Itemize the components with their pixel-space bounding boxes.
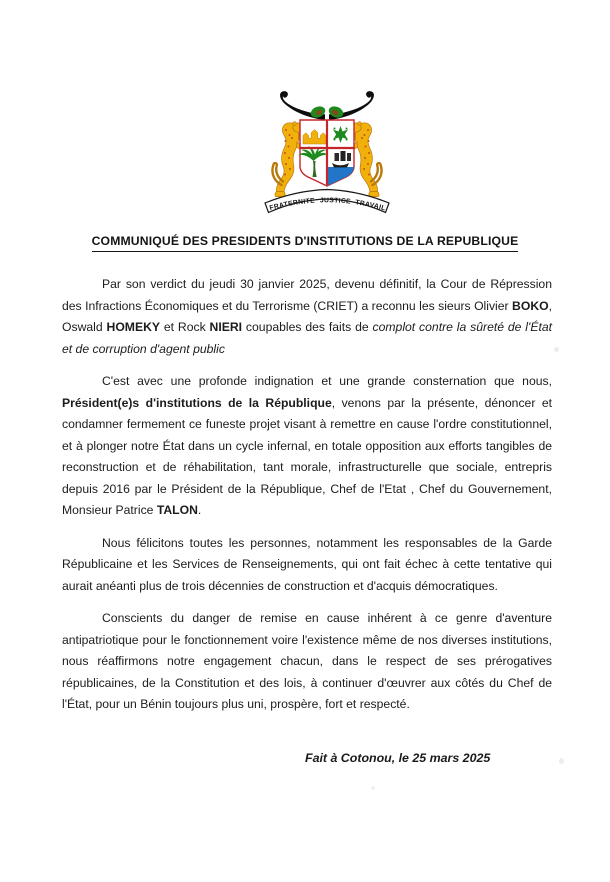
paragraph-congratulations: Nous félicitons toutes les personnes, notamment les responsables de la Garde Républicaine et les Services de Renseignements, qui ont fait échec à cette tentative qui aurait anéanti plus de trois décennies de construction et d'acquis démocratiques. [62, 535, 552, 593]
dateline: Fait à Cotonou, le 25 mars 2025 [305, 750, 491, 765]
scan-artifact [559, 758, 564, 764]
scan-artifact [554, 347, 559, 352]
benin-coat-of-arms-icon [256, 90, 398, 220]
scan-artifact [371, 786, 375, 790]
document-title: COMMUNIQUÉ DES PRESIDENTS D'INSTITUTIONS DE LA REPUBLIQUE [92, 234, 519, 252]
maize-icon [309, 104, 345, 119]
paragraph-condemnation: C'est avec une profonde indignation et une grande consternation que nous, Président(e)s d'institutions de la République, venons par la présente, dénoncer et condamner fermement ce funeste projet visant à remettre en cause l'ordre constitutionnel, et à plonger notre État dans un cycle infernal, en totale opposition aux efforts tangibles de reconstruction et de réhabilitation, tant morale, infrastructurelle que sociale, entrepris depuis 2016 par le Président de la République, Chef de l'Etat , Chef du Gouvernement, Monsieur Patrice TALON. [62, 374, 552, 517]
motto-text: FRATERNITE JUSTICE TRAVAIL [268, 197, 387, 213]
cornucopia-horns [280, 91, 374, 120]
paragraph-commitment: Conscients du danger de remise en cause inhérent à ce genre d'aventure antipatriotique pour le fonctionnement voire l'existence même de nos diverses institutions, nous réaffirmons notre engagement chacun, dans le respect de ses prérogatives républicaines, de la Constitution et des lois, à continuer d'œuvrer aux côtés du Chef de l'État, pour un Bénin toujours plus uni, prospère, fort et respecté. [62, 611, 552, 711]
title-row [0, 232, 610, 252]
paragraph-verdict: Par son verdict du jeudi 30 janvier 2025, devenu définitif, la Cour de Répression des Infractions Économiques et du Terrorisme (CRIET) a reconnu les sieurs Olivier BOKO, Oswald HOMEKY et Rock NIERI coupables des faits de complot contre la sûreté de l'État et de corruption d'agent public [62, 277, 553, 356]
document-body [62, 274, 552, 780]
